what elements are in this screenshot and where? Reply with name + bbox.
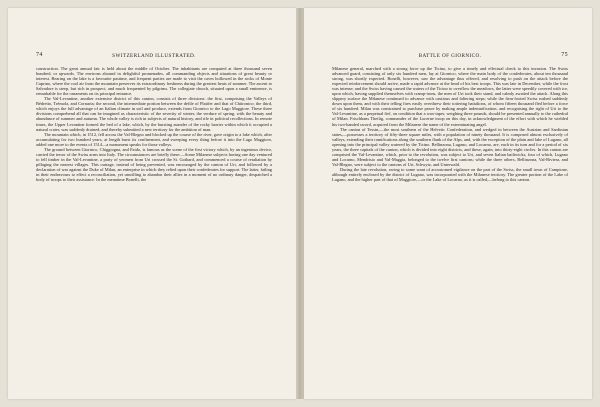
paragraph: The Val-Levantine, another extensive district of this canton, consists of three divisions: the first, comprising the Valleys of Bédretto, Trémola, and Cornaria; the second, the intermediate portion between the defile of Platifer and that of Chiironico; the third, which enjoys the full advantage of an Italian climate in soil and produce, extends from Giornico to the Lago Maggiore. These three divisions comprehend all that can be imagined as characteristic of the severity of winter, the verdure of spring, with the beauty and abundance of summer and autumn. The whole valley is rich in subjects of natural history, and rife in political recollections. In remote times, the Upper Levantine formed the bed of a lake, which, by the bursting asunder of the rocky barrier within which it occupied a natural crater, was suddenly drained, and thereby submitted a new territory for the ambition of man.: [36, 96, 272, 132]
paragraph: Milanese general, marched with a strong force up the Ticino, to give a timely and effectual check to this invasion. The Swiss advanced guard, consisting of only six hundred men, lay at Giornico, where the main body of the confederates, about ten thousand strong, was shortly expected. Bonelli, however, saw the advantage thus offered, and resolving to push on the attack before the expected reinforcement should arrive, made a rapid advance at the head of his best troops. This was late in December, while the frost was intense; and the Swiss having caused the waters of the Ticino to overflow the meadows, the latter were speedily covered with ice, upon which, having supplied themselves with cramp-irons, the men of Uri took their stand, and calmly awaited the attack. Along this slippery surface the Milanese continued to advance with cautious and faltering steps; while the firm-footed Swiss rushed suddenly down upon them, and with their telling fires easily overthrew their tottering battalions, of whom fifteen thousand fled before a force of six hundred. Milan was constrained to purchase peace by making ample indemnification, and recognising the right of Uri to the Val-Levantine, as a perpetual fief, on condition that a wax-taper, weighing three pounds, should be presented annually to the cathedral of Milan. Frischhans Theilig, commander of the Lucerne troop on this day, in acknowledgment of the effort with which he wielded his two-handed sword, acquired from the Milanese the name of the exterminating angel.: [332, 66, 568, 127]
paragraph: During the late revolution, owing to some want of accustomed vigilance on the part of the Swiss, the small town of Campione, although entirely enclosed by the district of Lugano, was incorporated with the Milanese territory. The greater portion of the Lake of Lugano, and the higher part of that of Maggiore,—or the Lake of Locarno, as it is called,—belong to this canton.: [332, 166, 568, 183]
right-page: [304, 8, 592, 399]
right-page-header: [332, 52, 568, 62]
paragraph: construction. The great annual fair is held about the middle of October. The inhabitants are computed at three thousand seven hundred, or upwards. The environs abound in delightful promenades, all commanding objects and situations of great beauty or interest. Bearing on the lake is a favourite pastime, and frequent parties are made to visit the caves hollowed in the rocks of Monte Caprino, where the cool air from the mountain preserves its extraordinary freshness during the greatest heats of summer. The ascent to Salvadore is steep, but rich in prospect, and much frequented by pilgrims. The collegiate church, situated upon a small eminence, is remarkable for the ornaments on its principal entrance.: [36, 66, 272, 97]
left-page-header: [36, 52, 272, 62]
page-number: 74: [36, 52, 43, 58]
left-page-body: [36, 66, 272, 379]
left-page: [8, 8, 296, 399]
book-spine: [296, 8, 304, 399]
paragraph: The ground between Giornico, Chiggiogna, and Faido, is famous as the scene of the first victory which, by an ingenious device, carried the terror of the Swiss arms into Italy. The circumstances are briefly these:—Some Milanese subjects having one day ventured to fell timber in the Val-Levantine, a party of yeomen from Uri crossed the St. Gothard, and commenced a course of retaliation by pillaging the nearest villages. This outrage, instead of being prevented, was encouraged by the canton of Uri, and followed by a declaration of war against the Duke of Milan, an enterprise in which they relied upon their confederates for support. The latter, failing in their endeavours to effect a reconciliation, yet unwilling to abandon their allies in a moment of no ordinary danger, despatched a body of troops to their assistance. In the meantime Bonelli, the: [36, 146, 272, 183]
paragraph: The canton of Tessin,—the most southern of the Helvetic Confederation, and wedged in between the Austrian and Sardinian states,—possesses a territory of fifty-three square miles, with a population of ninety thousand. It is composed almost exclusively of valleys, extending their ramifications along the southern flank of the Alps, and, with the exception of the plain and lake of Lugano, all opening into the principal valley watered by the Ticino. Bellinzona, Lugano, and Locarno, are, each in its turn and for a period of six years, the three capitals of the canton, which is divided into eight districts, and these, again, into thirty-eight circles. In this canton are comprised the Val-Levantine, which, prior to the revolution, was subject to Uri, and seven Italian bailiwicks, four of which, Lugano and Locarno, Mendrisio and Val-Maggia, belonged to the twelve first cantons; while the three others, Bellinzona, Val-Riviera, and Val-Blegno, were subject to the cantons of Uri, Schwytz, and Unterwald.: [332, 126, 568, 167]
page-number: 75: [561, 52, 568, 58]
right-page-body: [332, 66, 568, 379]
paragraph: The mountain which, in 1512, fell across the Val-Blegno and blocked up the course of the river, gave origin to a lake which, after accumulating for two hundred years, at length burst its confinement, and sweeping every thing before it into the Lago Maggiore, added one more to the events of 1514—a monument speaks for those valleys.: [36, 131, 272, 147]
running-head: BATTLE OF GIORNICO.: [418, 52, 482, 59]
running-head: SWITZERLAND ILLUSTRATED.: [112, 52, 196, 59]
